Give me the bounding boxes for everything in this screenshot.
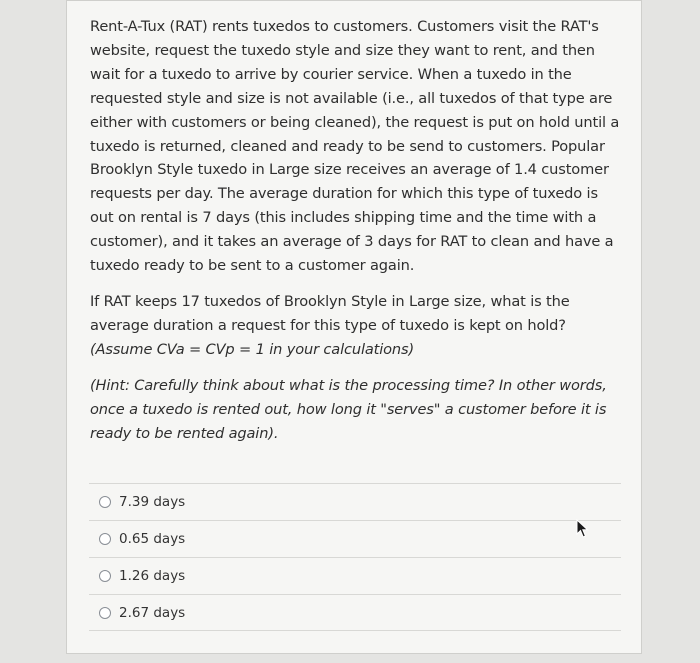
radio-button-icon[interactable] xyxy=(99,570,111,582)
question-paragraph-prompt xyxy=(90,290,620,362)
answer-option-label: 0.65 days xyxy=(119,531,186,547)
mouse-pointer-icon xyxy=(576,519,590,539)
answer-option-3[interactable] xyxy=(89,557,621,594)
answer-option-4[interactable] xyxy=(89,594,621,631)
question-paragraph-scenario: Rent-A-Tux (RAT) rents tuxedos to customers. Customers visit the RAT's website, request the tuxedo style and size they want to rent, and then wait for a tuxedo to arrive by courier service. When a tuxedo in the requested style and size is not available (i.e., all tuxedos of that type are either with customers or being cleaned), the request is put on hold until a tuxedo is returned, cleaned and ready to be send to customers. Popular Brooklyn Style tuxedo in Large size receives an average of 1.4 customer requests per day. The average duration for which this type of tuxedo is out on rental is 7 days (this includes shipping time and the time with a customer), and it takes an average of 3 days for RAT to clean and have a tuxedo ready to be sent to a customer again. xyxy=(90,18,620,275)
question-card xyxy=(66,0,642,654)
answer-option-label: 7.39 days xyxy=(119,494,186,510)
radio-button-icon[interactable] xyxy=(99,496,111,508)
radio-button-icon[interactable] xyxy=(99,607,111,619)
radio-button-icon[interactable] xyxy=(99,533,111,545)
answer-options xyxy=(89,483,621,631)
question-prompt-text: If RAT keeps 17 tuxedos of Brooklyn Style in Large size, what is the average duration a request for this type of tuxedo is kept on hold? xyxy=(90,292,570,334)
answer-option-2[interactable] xyxy=(89,520,621,557)
answer-option-label: 1.26 days xyxy=(119,568,186,584)
question-hint: (Hint: Carefully think about what is the processing time? In other words, once a tuxedo is rented out, how long it "serves" a customer before it is ready to be rented again). xyxy=(90,376,607,442)
answer-option-label: 2.67 days xyxy=(119,604,186,621)
question-text xyxy=(90,15,620,445)
answer-option-1[interactable] xyxy=(89,483,621,520)
question-assumption-text: (Assume CVa = CVp = 1 in your calculations) xyxy=(90,340,415,358)
